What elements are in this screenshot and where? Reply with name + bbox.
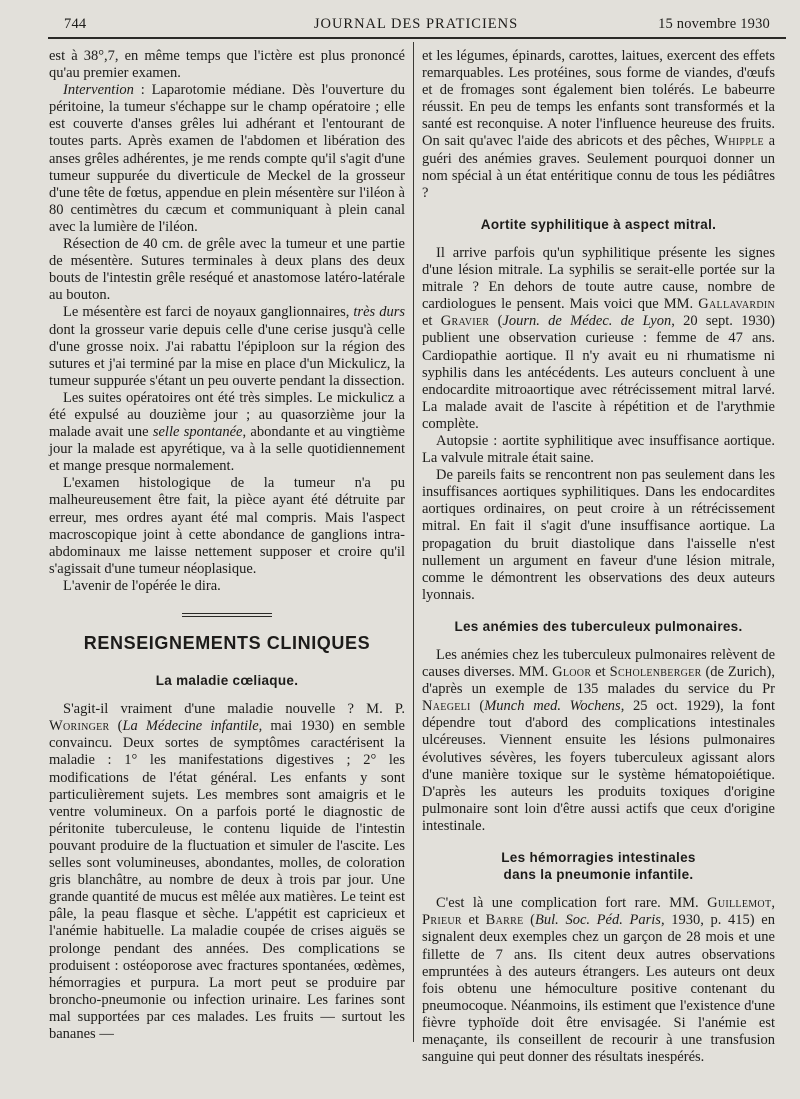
paragraph-text: ( (523, 912, 536, 929)
title-line: Les hémorragies intestinales (501, 850, 696, 866)
author-name: Gloor (552, 664, 592, 681)
paragraph (49, 304, 405, 389)
paragraph (49, 390, 405, 475)
left-column (49, 48, 405, 1043)
paragraph-text: , 25 oct. 1929), la font dépendre tout d'abord des complications intestinales ulcéreuses. Viennent ensuite les lésions pulmonaires évolutives sévères, les foyers tuberculeux agissant alors d'une manière toxique sur le système hématopoiétique. D'après les auteurs les produits toxiques d'origine pulmonaire sont loin d'être aussi actifs que ceux d'origine intestinale. (422, 698, 775, 834)
author-name: Whipple (714, 133, 764, 150)
paragraph: De pareils faits se rencontrent non pas seulement dans les insuffisances aortiques syphilitiques. Dans les endocardites aortiques ordinaires, on peut croire à un rétrécissement mitral. En fait il s'agit d'une insuffisance aortique. La propagation du bruit diastolique dans l'aisselle n'est nullement un argument en faveur d'une lésion mitrale, comme le démontrent les observations des deux auteurs lyonnais. (422, 467, 775, 603)
citation-journal: Bul. Soc. Péd. Paris (535, 912, 661, 929)
paragraph-text: ( (470, 698, 485, 715)
column-divider (413, 42, 414, 1042)
author-name: Guillemot (707, 895, 772, 912)
title-line: dans la pneumonie infantile. (503, 867, 694, 883)
paragraph-text: et les légumes, épinards, carottes, laitues, exercent des effets remarquables. Les protéines, sous forme de viandes, d'œufs et de fromages sont également bien tolérés. Le babeurre réussit. En peu de temps les enfants sont transformés et la santé est reconquise. A noter l'influence heureuse des fruits. On sait qu'avec l'aide des abricots et des pêches, (422, 48, 775, 150)
citation-journal: Journ. de Médec. de Lyon (502, 313, 672, 330)
paragraph (49, 82, 405, 236)
paragraph-text: , 1930, p. 415) en signalent deux exemples chez un garçon de 28 mois et une fillette de 7 ans. Ils citent deux autres observations empruntées à des auteurs étrangers. Les auteurs ont deux fois obtenu une hémoculture positive contenant du pneumocoque. Néanmoins, ils estiment que l'existence d'une fièvre typhoïde doit être envisagée. Si l'anémie est menaçante, ils conseillent de recourir à une transfusion sanguine qui peut donner des résultats inespérés. (422, 912, 775, 1066)
author-name: Gallavardin (698, 296, 775, 313)
article-title-celiac: La maladie cœliaque. (155, 673, 299, 689)
author-name: Woringer (49, 718, 110, 735)
paragraph-text: Le mésentère est farci de noyaux ganglionnaires, (63, 304, 354, 321)
paragraph (422, 895, 775, 1066)
paragraph: Autopsie : aortite syphilitique avec insuffisance aortique. La valvule mitrale était saine. (422, 432, 775, 467)
page-number: 744 (64, 16, 87, 32)
paragraph-text: (de Zurich), d'après un exemple de 135 malades du service du Pr (422, 664, 775, 698)
section-divider-ornament (182, 613, 272, 617)
author-name: Naegeli (422, 698, 471, 715)
emphasis: selle spontanée (152, 424, 243, 441)
paragraph-text: ( (489, 313, 503, 330)
article-title-aortitis: Aortite syphilitique à aspect mitral. (480, 216, 717, 232)
citation-journal: Munch med. Wochens (484, 698, 621, 715)
paragraph-text: Il arrive parfois qu'un syphilitique présente les signes d'une lésion mitrale. La syphilis se serait-elle portée sur la mitrale ? En dehors de toute autre cause, nombre de cardiologues le pensent. Mais voici que MM. (422, 244, 775, 313)
paragraph: Résection de 40 cm. de grêle avec la tumeur et une partie de mésentère. Sutures terminales à deux plans des deux bouts de l'intestin grêle reséqué et anastomose latéro-latérale au bouton. (49, 236, 405, 304)
paragraph: L'avenir de l'opérée le dira. (63, 577, 221, 594)
author-name: Barre (485, 912, 524, 929)
article-title-anemias: Les anémies des tuberculeux pulmonaires. (454, 618, 743, 634)
paragraph (422, 647, 775, 835)
paragraph-text: a guéri des anémies graves. Seulement pourquoi donner un nom spécial à un état entéritique connu de tous les pédiâtres ? (422, 133, 776, 201)
issue-date: 15 novembre 1930 (658, 16, 770, 32)
intervention-label: Intervention (63, 82, 134, 99)
paragraph-text: Les anémies chez les tuberculeux pulmonaires relèvent de causes diverses. MM. (422, 647, 775, 681)
paragraph: L'examen histologique de la tumeur n'a pu malheureusement être fait, la pièce ayant été détruite par erreur, mes ordres ayant été mal compris. Mais l'aspect macroscopique joint à cette abondance de ganglions intra-abdominaux me laisse nettement supposer et croire qu'il s'agissait d'une tumeur néoplasique. (49, 475, 405, 577)
paragraph-text: , 20 sept. 1930) publient une observation curieuse : femme de 47 ans. Cardiopathie aortique. Il n'y avait eu ni rhumatisme ni syphilis dans les antécédents. Les auteurs concluent à une endocardite mitroaortique avec rétrécissement mitral larvé. La malade avait de l'ascite à répétition et de l'arythmie complète. (422, 313, 776, 432)
paragraph (49, 701, 405, 1043)
paragraph-text: , mai 1930) en semble convaincu. Deux sortes de symptômes caractérisent la maladie : 1° les manifestations digestives ; 2° les modifications de l'état général. Les enfants y sont particulièrement sujets. Les membres sont amaigris et le ventre volumineux. On a parfois porté le diagnostic de péritonite tuberculeuse, le contenu liquide de l'intestin pouvant produire de la fluctuation et simuler de l'ascite. Les selles sont volumineuses, abondantes, molles, de coloration gris blanchâtre, au nombre de deux à trois par jour. Une grande quantité de mucus est mêlée aux matières. Le teint est pâle, la peau flasque et sèche. L'appétit est capricieux et l'anémie habituelle. La maladie coupée de crises aiguës se prolonge pendant des années. Des complications se produisent : ostéoporose avec fractures spontanées, œdèmes, hémorragies et purpura. La mort peut se produire par broncho-pneumonie ou infection urinaire. Les farines sont mal supportées par ces malades. Les fruits — surtout les bananes — (49, 718, 405, 1042)
paragraph-text: , (771, 895, 775, 912)
paragraph-text: C'est là une complication fort rare. MM. (436, 895, 708, 912)
paragraph (422, 245, 775, 433)
paragraph-text: dont la grosseur varie depuis celle d'une cerise jusqu'à celle d'une grosse noix. J'ai rabattu l'épiploon sur la région des sutures et j'ai terminé par la mise en place d'un Mickulicz, la tumeur suppurée s'étant un peu ouverte pendant la dissection. (49, 321, 405, 389)
paragraph-text: et (591, 664, 610, 681)
paragraph (422, 48, 775, 202)
author-name: Prieur (422, 912, 462, 929)
paragraph-text: et (422, 313, 441, 330)
author-name: Scholenberger (609, 664, 702, 681)
paragraph-text: et (461, 912, 486, 929)
running-header (50, 16, 782, 38)
paragraph-text: , abondante et au vingtième jour la malade est apyrétique, va à la selle quotidiennement et mange presque normalement. (49, 424, 405, 475)
paragraph-text: Les suites opératoires ont été très simples. Le mickulicz a été expulsé au douzième jour ; au quasorzième jour la malade avait une (49, 389, 405, 441)
right-column (422, 48, 775, 1066)
paragraph: est à 38°,7, en même temps que l'ictère est plus prononcé qu'au premier examen. (49, 48, 405, 82)
paragraph-text: ( (109, 718, 123, 735)
paragraph-text: S'agit-il vraiment d'une maladie nouvelle ? M. P. (63, 701, 405, 718)
journal-title: JOURNAL DES PRATICIENS (313, 16, 519, 32)
article-title-hemorrhages (422, 849, 775, 883)
header-rule (48, 37, 786, 39)
paragraph-text: : Laparotomie médiane. Dès l'ouverture du péritoine, la tumeur s'échappe sur le champ opératoire ; elle est couverte d'anses grêles lui adhérant et l'entourant de toutes parts. Après examen de l'abdomen et libération des anses grêles adhérentes, je me rends compte qu'il s'agit d'une tumeur suppurée du diverticule de Meckel de la grosseur d'une tête de fœtus, appendue en plein mésentère sur l'iléon à 80 centimètres du cæcum et communiquant à plein canal avec la lumière de l'iléon. (49, 82, 405, 235)
section-title: RENSEIGNEMENTS CLINIQUES (83, 633, 371, 653)
author-name: Gravier (440, 313, 490, 330)
emphasis: très durs (353, 304, 405, 321)
citation-journal: La Médecine infantile (122, 718, 259, 735)
